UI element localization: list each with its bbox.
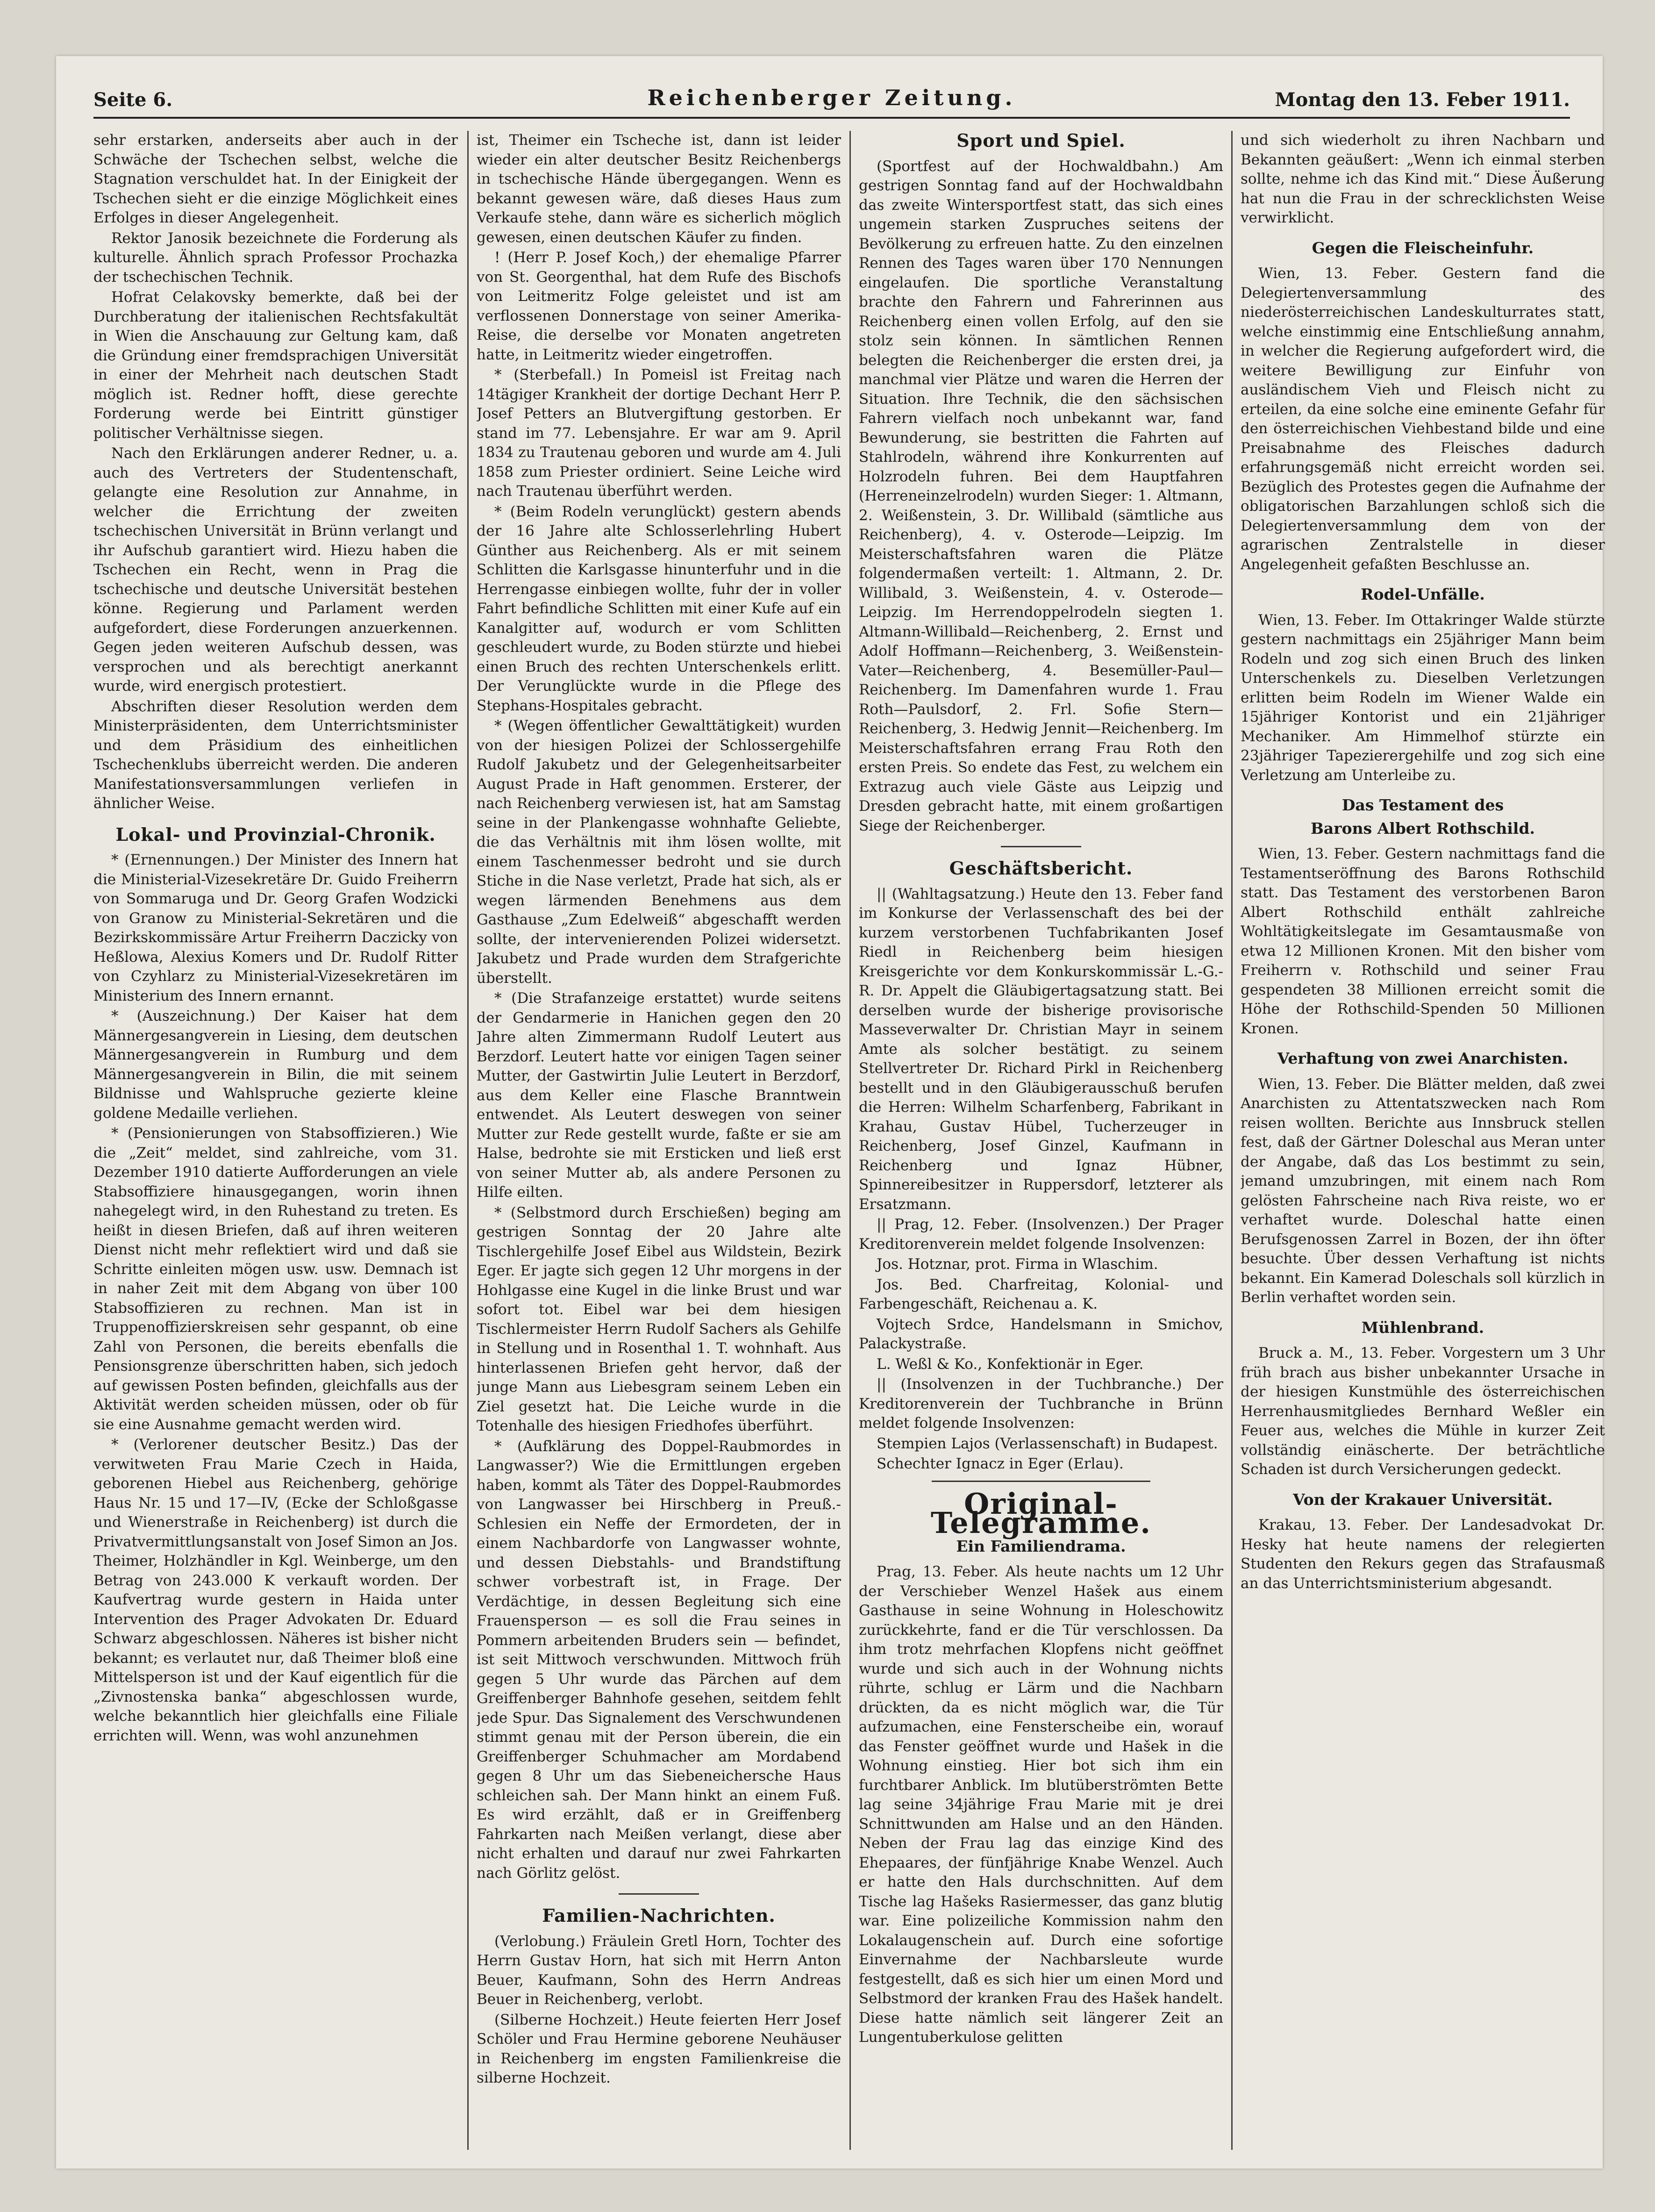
article: * (Verlorener deutscher Besitz.) Das der verwitweten Frau Marie Czech in Haida, geborenen Hiebel aus Reichenberg, gehörige Haus Nr. 15 und 17—IV, (Ecke der Schloßgasse und Wienerstraße in Reichenberg) ist durch die Privatvermittlungsanstalt von Josef Simon an Jos. Theimer, Holzhändler in Kgl. Weinberge, um den Betrag von 243.000 K verkauft worden. Der Kaufvertrag wurde gestern in Haida unter Intervention des Prager Advokaten Dr. Eduard Schwarz abgeschlossen. Näheres ist bisher nicht bekannt; es verlautet nur, daß Theimer bloß eine Mittelsperson ist und der Kauf eigentlich für die „Zivnostenska banka“ abgeschlossen wurde, welche bekanntlich hier gleichfalls eine Filiale errichten will. Wenn, was wohl anzunehmen [93, 1436, 458, 1744]
article: || Prag, 12. Feber. (Insolvenzen.) Der Prager Kreditorenverein meldet folgende Insolvenzen: [859, 1216, 1223, 1253]
article: Prag, 13. Feber. Als heute nachts um 12 Uhr der Verschieber Wenzel Hašek aus einem Gasthause in seine Wohnung in Holeschowitz zurückkehrte, fand er die Tür verschlossen. Da ihm trotz mehrfachen Klopfens nicht geöffnet wurde und sich auch in der Wohnung nichts rührte, schlug er Lärm und die Nachbarn drückten, da es nicht möglich war, die Tür aufzumachen, eine Fensterscheibe ein, worauf das Fenster geöffnet wurde und Hašek in die Wohnung einstieg. Hier bot sich ihm ein furchtbarer Anblick. Im blutüberströmten Bette lag seine 34jährige Frau Marie mit je drei Schnittwunden am Halse und an den Händen. Neben der Frau lag das einzige Kind des Ehepaares, der fünfjährige Knabe Wenzel. Auch er hatte den Hals durchschnitten. Auf dem Tische lag Hašeks Rasiermesser, das ganz blutig war. Eine polizeiliche Kommission nahm den Lokalaugenschein auf. Durch eine sofortige Einvernahme der Nachbarsleute wurde festgestellt, daß es sich hier um einen Mord und Selbstmord der kranken Frau des Hašek handelt. Diese hatte nämlich seit längerer Zeit an Lungentuberkulose gelitten [859, 1563, 1223, 2046]
article: Wien, 13. Feber. Die Blätter melden, daß zwei Anarchisten zu Attentatszwecken nach Rom reisen wollten. Berichte aus Innsbruck stellen fest, daß der Gärtner Doleschal aus Meran unter der Angabe, daß das Los bestimmt zu sein, jemand umzubringen, mit einem nach Rom gelösten Fahrscheine nach Riva reiste, wo er verhaftet wurde. Doleschal hatte einen Berufsgenossen Zarrel in Bozen, der ihn öfter besuchte. Über dessen Verhaftung ist nichts bekannt. Ein Kamerad Doleschals soll kürzlich in Berlin verhaftet worden sein. [1241, 1075, 1605, 1306]
article: (Verlobung.) Fräulein Gretl Horn, Tochter des Herrn Gustav Horn, hat sich mit Herrn Anton Beuer, Kaufmann, Sohn des Herrn Andreas Beuer in Reichenberg, verlobt. [477, 1933, 841, 2008]
article: * (Auszeichnung.) Der Kaiser hat dem Männergesangverein in Liesing, dem deutschen Männergesangverein in Rumburg und dem Männergesangverein in Bilin, die mit seinem Bildnisse und Wahlspruche gezierte kleine goldene Medaille verliehen. [93, 1008, 458, 1122]
article: (Sportfest auf der Hochwaldbahn.) Am gestrigen Sonntag fand auf der Hochwaldbahn das zweite Wintersportfest statt, das sich eines ungemein starken Zuspruches seitens der Bevölkerung zu erfreuen hatte. Zu den einzelnen Rennen des Tages waren über 170 Nennungen eingelaufen. Die sportliche Veranstaltung brachte den Fahrern und Fahrerinnen aus Reichenberg einen vollen Erfolg, auf den sie stolz sein können. In sämtlichen Rennen belegten die Reichenberger die ersten drei, ja manchmal vier Plätze und waren die Herren der Situation. Ihre Technik, die den sächsischen Fahrern vielfach noch unbekannt war, fand Bewunderung, sie bestritten die Fahrten auf Stahlrodeln, während ihre Konkurrenten auf Holzrodeln fuhren. Bei dem Hauptfahren (Herreneinzelrodeln) wurden Sieger: 1. Altmann, 2. Weißenstein, 3. Dr. Willibald (sämtliche aus Reichenberg), 4. v. Osterode—Leipzig. Im Meisterschaftsfahren waren die Plätze folgendermaßen verteilt: 1. Altmann, 2. Dr. Willibald, 3. Weißenstein, 4. v. Osterode—Leipzig. Im Herrendoppelrodeln siegten 1. Altmann-Willibald—Reichenberg, 2. Ernst und Adolf Hoffmann—Reichenberg, 3. Weißenstein-Vater—Reichenberg, 4. Besemüller-Paul—Reichenberg. Im Damenfahren wurde 1. Frau Roth—Paulsdorf, 2. Frl. Sofie Stern—Reichenberg, 3. Hedwig Jennit—Reichenberg. Im Meisterschaftsfahren errang Frau Roth den ersten Preis. So endete das Fest, zu welchem ein Extrazug auch viele Gäste aus Leipzig und Dresden gebracht hatte, mit einem großartigen Siege der Reichenberger. [859, 157, 1223, 834]
article: * (Pensionierungen von Stabsoffizieren.) Wie die „Zeit“ meldet, sind zahlreiche, vom 31. Dezember 1910 datierte Aufforderungen an viele Stabsoffiziere hinausgegangen, worin ihnen nahegelegt wird, in den Ruhestand zu treten. Es heißt in diesen Briefen, daß auf ihren weiteren Dienst nicht mehr reflektiert wird und daß sie Schritte einleiten mögen usw. usw. Demnach ist in naher Zeit mit dem Abgang von über 100 Stabsoffizieren zu rechnen. Man ist in Truppenoffizierskreisen sehr gespannt, ob eine Zahl von Personen, die bereits ebenfalls die Pensionsgrenze überschritten haben, sich jedoch auf gewissen Posten befinden, gleichfalls aus der Aktivität werden scheiden müssen, oder ob für sie eine Ausnahme gemacht werden wird. [93, 1125, 458, 1433]
column-rule [1231, 131, 1233, 2150]
subheading: Barons Albert Rothschild. [1310, 819, 1535, 838]
article: * (Wegen öffentlicher Gewalttätigkeit) wurden von der hiesigen Polizei der Schlossergehilfe Rudolf Jakubetz und der Gelegenheitsarbeiter August Prade in Haft genommen. Ersterer, der nach Reichenberg verwiesen ist, hat am Samstag seine in der Plankengasse wohnhafte Geliebte, die das Verhältnis mit ihm lösen wollte, mit einem Taschenmesser bedroht und sie durch Stiche in die Nase verletzt, Prade hat sich, als er wegen lärmenden Benehmens aus dem Gasthause „Zum Edelweiß“ abgeschafft werden sollte, der intervenierenden Polizei widersetzt. Jakubetz und Prade wurden dem Strafgerichte überstellt. [477, 717, 841, 987]
paragraph: Rektor Janosik bezeichnete die Forderung als kulturelle. Ähnlich sprach Professor Prochazka der tschechischen Technik. [93, 229, 458, 286]
page-header [93, 84, 1570, 119]
list-item: L. Weßl & Ko., Konfektionär in Eger. [877, 1355, 1144, 1373]
divider [619, 1893, 699, 1895]
column-2 [477, 131, 841, 2150]
paragraph: sehr erstarken, anderseits aber auch in der Schwäche der Tschechen selbst, welche die Stagnation verschuldet hat. In der Einigkeit der Tschechen sieht er die einzige Möglichkeit eines Erfolges in dieser Angelegenheit. [93, 132, 458, 226]
section-heading: Original-Telegramme. [931, 1486, 1151, 1540]
masthead: Reichenberger Zeitung. [647, 85, 1016, 110]
section-heading: Lokal- und Provinzial-Chronik. [115, 823, 436, 845]
paragraph: Abschriften dieser Resolution werden dem Ministerpräsidenten, dem Unterrichtsminister und dem Präsidium des einheitlichen Tschechenklubs überreicht werden. Die anderen Manifestationsversammlungen verliefen in ähnlicher Weise. [93, 698, 458, 812]
subheading: Mühlenbrand. [1361, 1318, 1484, 1337]
column-1 [93, 131, 458, 2150]
column-rule [849, 131, 851, 2150]
subheading: Das Testament des [1341, 796, 1504, 814]
divider [1001, 846, 1081, 847]
article: Wien, 13. Feber. Gestern fand die Delegiertenversammlung des niederösterreichischen Landeskulturrates statt, welche einstimmig eine Entschließung annahm, in welcher die Regierung aufgefordert wird, die weitere Bewilligung zur Einfuhr von ausländischem Vieh und Fleisch nicht zu erteilen, da eine solche eine eminente Gefahr für den österreichischen Viehbestand bilde und eine Preisabnahme des Fleisches dadurch erfahrungsgemäß nicht erreicht worden sei. Bezüglich des Protestes gegen die Aufnahme der obligatorischen Barzahlungen schloß sich die Delegiertenversammlung dem von der agrarischen Zentralstelle in dieser Angelegenheit gefaßten Beschlusse an. [1241, 265, 1605, 573]
subheading: Rodel-Unfälle. [1361, 585, 1485, 603]
paragraph: Hofrat Celakovsky bemerkte, daß bei der Durchberatung der italienischen Rechtsfakultät in Wien die Anschauung zur Geltung kam, daß die Gründung einer fremdsprachigen Universität in einer der Mehrheit nach deutschen Stadt möglich ist. Redner hofft, diese gerechte Forderung werde bei Eintritt günstiger politischer Verhältnisse siegen. [93, 289, 458, 442]
page-number: Seite 6. [93, 89, 173, 111]
column-3 [859, 131, 1223, 2150]
list-item: Schechter Ignacz in Eger (Erlau). [877, 1455, 1124, 1472]
column-rule [467, 131, 469, 2150]
newspaper-page [56, 56, 1603, 2169]
article: || (Insolvenzen in der Tuchbranche.) Der Kreditorenverein der Tuchbranche in Brünn meldet folgende Insolvenzen: [859, 1376, 1223, 1432]
list-item: Stempien Lajos (Verlassenschaft) in Budapest. [877, 1435, 1218, 1452]
column-4 [1241, 131, 1605, 2150]
list-item: Vojtech Srdce, Handelsmann in Smichov, Palackystraße. [859, 1316, 1223, 1352]
subheading: Ein Familiendrama. [956, 1537, 1126, 1555]
paragraph: und sich wiederholt zu ihren Nachbarn und Bekannten geäußert: „Wenn ich einmal sterben sollte, nehme ich das Kind mit.“ Diese Äußerung hat nun die Frau in der schrecklichsten Weise verwirklicht. [1241, 132, 1605, 226]
paragraph: Nach den Erklärungen anderer Redner, u. a. auch des Vertreters der Studentenschaft, gelangte eine Resolution zur Annahme, in welcher die Errichtung der zweiten tschechischen Universität in Brünn verlangt und ihr Aufschub garantiert wird. Hiezu haben die Tschechen ein Recht, wenn in Prag die tschechische und deutsche Universität bestehen könne. Regierung und Parlament werden aufgefordert, diese Forderungen anzuerkennen. Gegen jeden weiteren Aufschub dessen, was versprochen und als berechtigt anerkannt wurde, wird energisch protestiert. [93, 445, 458, 694]
article: Wien, 13. Feber. Im Ottakringer Walde stürzte gestern nachmittags ein 25jähriger Mann beim Rodeln und zog sich einen Bruch des linken Unterschenkels zu. Dieselben Verletzungen erlitten beim Rodeln im Wiener Walde ein 15jähriger Kontorist und ein 21jähriger Mechaniker. Am Himmelhof stürzte ein 23jähriger Tapezierergehilfe und zog sich eine Verletzung am Unterleibe zu. [1241, 611, 1605, 784]
subheading: Gegen die Fleischeinfuhr. [1312, 238, 1534, 257]
paragraph: ist, Theimer ein Tscheche ist, dann ist leider wieder ein alter deutscher Besitz Reichenbergs in tschechische Hände übergegangen. Wenn es bekannt gewesen wäre, daß dieses Haus zum Verkaufe stehe, dann wäre es sicherlich möglich gewesen, einen deutschen Käufer zu finden. [477, 132, 841, 246]
subheading: Verhaftung von zwei Anarchisten. [1277, 1049, 1569, 1067]
article: || (Wahltagsatzung.) Heute den 13. Feber fand im Konkurse der Verlassenschaft des bei der kurzem verstorbenen Tuchfabrikanten Josef Riedl in Reichenberg beim hiesigen Kreisgerichte vor dem Konkurskommissär L.-G.-R. Dr. Appelt die Gläubigertagsatzung statt. Bei derselben wurde der bisherige provisorische Masseverwalter Dr. Christian Mayr in seinem Amte als solcher bestätigt. zu seinem Stellvertreter Dr. Richard Pirkl in Reichenberg bestellt und in den Gläubigerausschuß berufen die Herren: Wilhelm Scharfenberg, Fabrikant in Krahau, Gustav Hübel, Tucherzeuger in Reichenberg, Josef Ginzel, Kaufmann in Reichenberg und Ignaz Hübner, Spinnereibesitzer in Ruppersdorf, letzterer als Ersatzmann. [859, 885, 1223, 1213]
article: Wien, 13. Feber. Gestern nachmittags fand die Testamentseröffnung des Barons Rothschild statt. Das Testament des verstorbenen Baron Albert Rothschild enthält zahlreiche Wohltätigkeitslegate im Gesamtausmaße von etwa 12 Millionen Kronen. Mit den bisher vom Freiherrn v. Rothschild und seiner Frau gespendeten 38 Millionen erreicht somit die Höhe der Rothschild-Spenden 50 Millionen Kronen. [1241, 845, 1605, 1037]
divider [932, 1481, 1150, 1482]
list-item: Jos. Bed. Charfreitag, Kolonial- und Farbengeschäft, Reichenau a. K. [859, 1276, 1223, 1312]
subheading: Von der Krakauer Universität. [1293, 1490, 1553, 1509]
article: (Silberne Hochzeit.) Heute feierten Herr Josef Schöler und Frau Hermine geborene Neuhäuser in Reichenberg im engsten Familienkreise die silberne Hochzeit. [477, 2011, 841, 2086]
section-heading: Familien-Nachrichten. [542, 1905, 776, 1926]
article: * (Beim Rodeln verunglückt) gestern abends der 16 Jahre alte Schlosserlehrling Hubert Günther aus Reichenberg. Als er mit seinem Schlitten die Karlsgasse hinunterfuhr und in die Herrengasse einbiegen wollte, fuhr der in voller Fahrt befindliche Schlitten mit einer Kufe auf ein Kanalgitter auf, wodurch er vom Schlitten geschleudert wurde, zu Boden stürzte und hiebei einen Bruch des rechten Unterschenkels erlitt. Der Verunglückte wurde in die Pflege des Stephans-Hospitales gebracht. [477, 503, 841, 714]
article: * (Ernennungen.) Der Minister des Innern hat die Ministerial-Vizesekretäre Dr. Guido Freiherrn von Sommaruga und Dr. Georg Grafen Wodzicki von Granow zu Ministerial-Sekretären und die Bezirkskommissäre Artur Freiherrn Daczicky von Heßlowa, Alexius Komers und Dr. Rudolf Ritter von Czyhlarz zu Ministerial-Vizesekretären im Ministerium des Innern ernannt. [93, 852, 458, 1004]
list-item: Jos. Hotznar, prot. Firma in Wlaschim. [877, 1256, 1158, 1273]
article: * (Die Strafanzeige erstattet) wurde seitens der Gendarmerie in Hanichen gegen den 20 Jahre alten Zimmermann Rudolf Leutert aus Berzdorf. Leutert hatte vor einigen Tagen seiner Mutter, der Gastwirtin Julie Leutert in Berzdorf, aus dem Keller eine Flasche Branntwein entwendet. Als Leutert deswegen von seiner Mutter zur Rede gestellt wurde, faßte er sie am Halse, bedrohte sie mit Ersticken und ließ erst von seiner Mutter ab, als andere Personen zu Hilfe eilten. [477, 990, 841, 1201]
article: Krakau, 13. Feber. Der Landesadvokat Dr. Hesky hat heute namens der relegierten Studenten den Rekurs gegen das Strafausmaß an das Unterrichtsministerium abgesandt. [1241, 1517, 1605, 1592]
article: * (Aufklärung des Doppel-Raubmordes in Langwasser?) Wie die Ermittlungen ergeben haben, kommt als Täter des Doppel-Raubmordes von Langwasser bei Hirschberg in Preuß.-Schlesien ein Neffe der Ermordeten, der in einem Nachbardorfe von Langwasser wohnte, und dessen Diebstahls- und Brandstiftung schwer vorbestraft ist, in Frage. Der Verdächtige, in dessen Begleitung sich eine Frauensperson — es soll die Frau seines in Pommern arbeitenden Bruders sein — befindet, ist seit Mittwoch verschwunden. Mittwoch früh gegen 5 Uhr wurde das Pärchen auf dem Greiffenberger Bahnhofe gesehen, seitdem fehlt jede Spur. Das Signalement des Verschwundenen stimmt genau mit der Person überein, die ein Greiffenberger Schuhmacher am Mordabend gegen 8 Uhr um das Siebeneichersche Haus schleichen sah. Der Mann hinkt an einem Fuß. Es wird erzählt, daß er in Greiffenberg Fahrkarten nach Meißen verlangt, diese aber nicht erhalten und darauf nur zwei Fahrkarten nach Görlitz gelöst. [477, 1438, 841, 1882]
article: * (Selbstmord durch Erschießen) beging am gestrigen Sonntag der 20 Jahre alte Tischlergehilfe Josef Eibel aus Wildstein, Bezirk Eger. Er jagte sich gegen 12 Uhr morgens in der Hohlgasse eine Kugel in die linke Brust und war sofort tot. Eibel war bei dem hiesigen Tischlermeister Herrn Rudolf Sachers als Gehilfe in Stellung und in Rosenthal 1. T. wohnhaft. Aus hinterlassenen Briefen geht hervor, daß der junge Mann aus Liebesgram seinem Leben ein Ziel gesetzt hat. Die Leiche wurde in die Totenhalle des hiesigen Friedhofes überführt. [477, 1204, 841, 1434]
article: Bruck a. M., 13. Feber. Vorgestern um 3 Uhr früh brach aus bisher unbekannter Ursache in der hiesigen Kunstmühle des österreichischen Herrenhausmitgliedes Bernhard Weßler ein Feuer aus, welches die Mühle in kurzer Zeit vollständig einäscherte. Der beträchtliche Schaden ist durch Versicherungen gedeckt. [1241, 1345, 1605, 1478]
section-heading: Sport und Spiel. [956, 131, 1126, 151]
article: * (Sterbefall.) In Pomeisl ist Freitag nach 14tägiger Krankheit der dortige Dechant Herr P. Josef Petters an Blutvergiftung gestorben. Er stand im 77. Lebensjahre. Er war am 9. April 1834 zu Trautenau geboren und wurde am 4. Juli 1858 zum Priester ordiniert. Seine Leiche wird nach Trautenau überführt werden. [477, 366, 841, 500]
section-heading: Geschäftsbericht. [949, 858, 1133, 879]
article: ! (Herr P. Josef Koch,) der ehemalige Pfarrer von St. Georgenthal, hat dem Rufe des Bischofs von Leitmeritz Folge geleistet und ist am verflossenen Donnerstage von seiner Amerika-Reise, die derselbe vor Monaten angetreten hatte, in Leitmeritz wieder eingetroffen. [477, 249, 841, 363]
issue-date: Montag den 13. Feber 1911. [1275, 89, 1570, 111]
